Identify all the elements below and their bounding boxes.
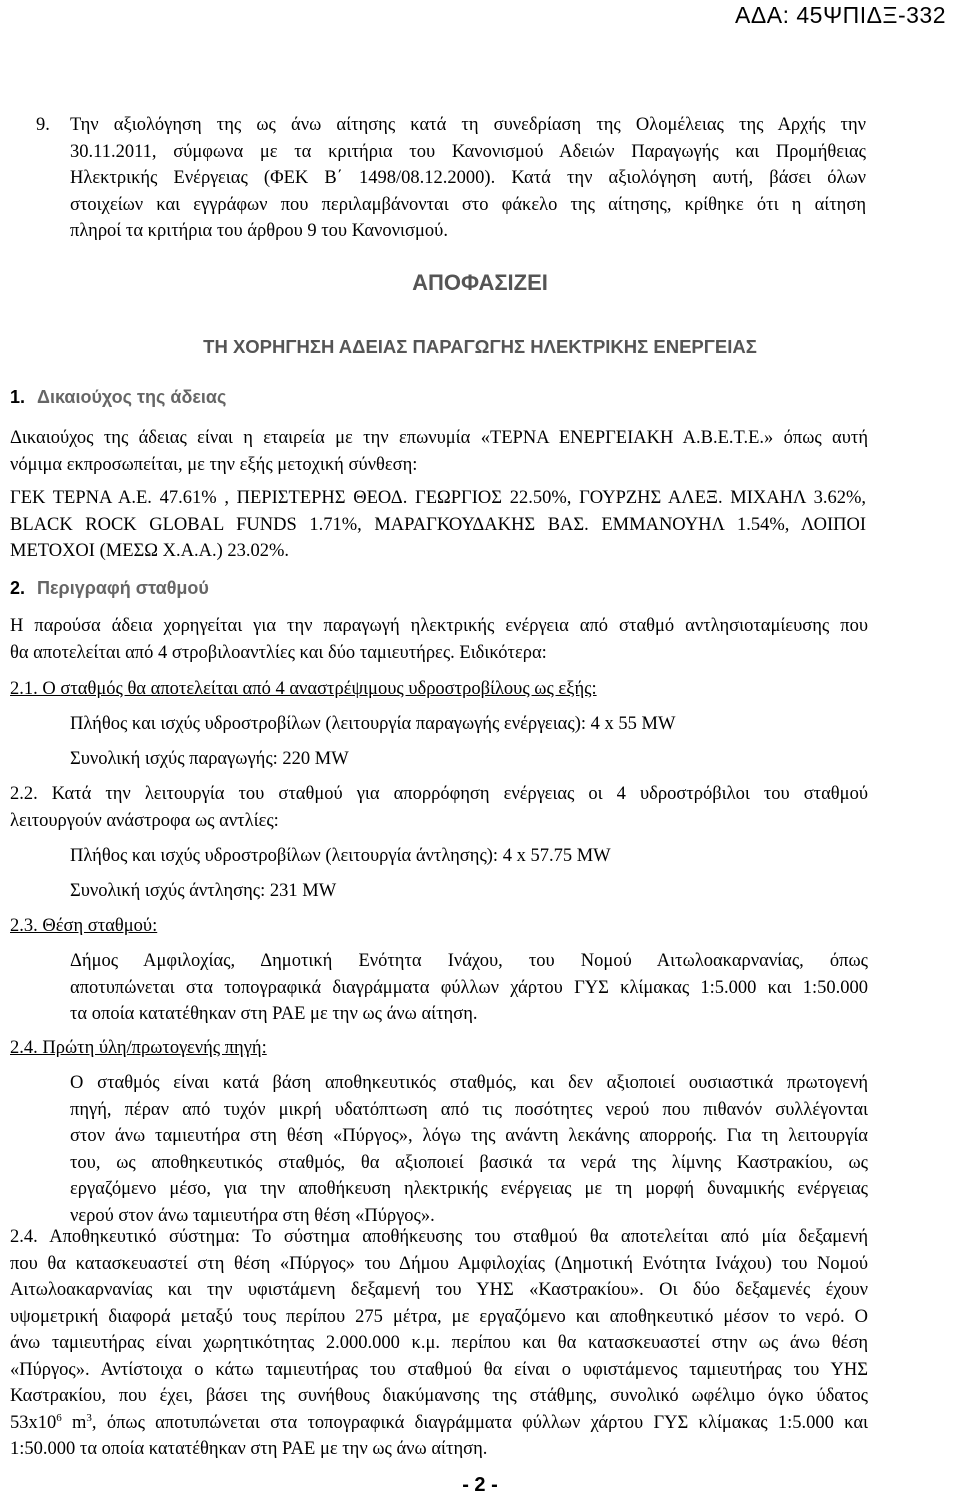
- text-line: Την αξιολόγηση της ως άνω αίτησης κατά τη συνεδρίαση της Ολομέλειας της Αρχής την: [70, 115, 866, 135]
- station-intro: [10, 613, 868, 666]
- section-number: 1.: [10, 387, 26, 407]
- volume-exponent: 6: [56, 1411, 62, 1424]
- item-number: 9.: [36, 115, 50, 135]
- text-line: Καστρακίου, που έχει, βάσει της συνήθους διακύμανσης της στάθμης, συνολικό ωφέλιμο όγκο ύδατος: [10, 1386, 868, 1406]
- text-line: Αιτωλοακαρνανίας και την υφιστάμενη δεξαμενή του ΥΗΣ «Καστρακίου». Οι δύο δεξαμενές έχουν: [10, 1280, 868, 1300]
- volume-unit: m: [61, 1412, 87, 1433]
- text-line: του, ως αποθηκευτικός σταθμός, θα αξιοποιεί βασικά τα νερά της λίμνης Καστρακίου, ως: [70, 1152, 868, 1173]
- text-line: αποτυπώνεται στα τοπογραφικά διαγράμματα φύλλων χάρτου ΓΥΣ κλίμακας 1:5.000 και 1:50.000: [70, 977, 868, 998]
- text-line: BLACK ROCK GLOBAL FUNDS 1.71%, ΜΑΡΑΓΚΟΥΔΑΚΗΣ ΒΑΣ. ΕΜΜΑΝΟΥΗΛ 1.54%, ΛΟΙΠΟΙ: [10, 514, 866, 535]
- text-line: Ο σταθμός είναι κατά βάση αποθηκευτικός σταθμός, και δεν αξιοποιεί ουσιαστικά πρωτογενή: [70, 1073, 868, 1093]
- text-line: που θα κατασκευαστεί στη θέση «Πύργος» του Δήμου Αμφιλοχίας (Δημοτική Ενότητα Ινάχου) του Νομού: [10, 1253, 868, 1274]
- decision-title: ΑΠΟΦΑΣΙΖΕΙ: [412, 270, 548, 295]
- text-line: στον άνω ταμιευτήρα στη θέση «Πύργος», λόγω της ανάντη λεκάνης απορροής. Για τη λειτουργία: [70, 1126, 868, 1146]
- subsection-2-3-label: 2.3. Θέση σταθμού:: [10, 916, 158, 936]
- text-line: τα οποία κατατέθηκαν στη ΡΑΕ με την ως άνω αίτηση.: [70, 1004, 478, 1024]
- storage-system-paragraph: [10, 1224, 868, 1463]
- page-number: - 2 -: [462, 1474, 498, 1496]
- text-line: ΜΕΤΟΧΟΙ (ΜΕΣΩ Χ.Α.Α.) 23.02%.: [10, 541, 290, 561]
- unit-exponent: 3: [86, 1411, 92, 1424]
- text-line: θα αποτελείται από 4 στροβιλοαντλίες και δύο ταμιευτήρες. Ειδικότερα:: [10, 642, 547, 663]
- station-location-text: [70, 948, 868, 1028]
- beneficiary-paragraph: [10, 425, 868, 478]
- section-title: Δικαιούχος της άδειας: [37, 387, 227, 407]
- production-power-spec: Πλήθος και ισχύς υδροστροβίλων (λειτουργία παραγωγής ενέργειας): 4 x 55 MW: [70, 714, 676, 734]
- text-line: στοιχείων και εγγράφων που περιλαμβάνονται στο φάκελο της αίτησης, κρίθηκε ότι η αίτηση: [70, 194, 866, 215]
- text-line: υψομετρική διαφορά μεταξύ τους περίπου 275 μέτρα, με εργαζόμενο και αποθηκευτικό μέσον το νερό. Ο: [10, 1306, 868, 1327]
- text-line: Ηλεκτρικής Ενέργειας (ΦΕΚ Β΄ 1498/08.12.2000). Κατά την αξιολόγηση αυτή, βάσει όλων: [70, 168, 866, 188]
- text-line: Δικαιούχος της άδειας είναι η εταιρεία με την επωνυμία «ΤΕΡΝΑ ΕΝΕΡΓΕΙΑΚΗ Α.Β.Ε.Τ.Ε.» όπως αυτή: [10, 428, 868, 448]
- production-total-power: Συνολική ισχύς παραγωγής: 220 MW: [70, 749, 349, 769]
- text-line: 2.4. Αποθηκευτικό σύστημα: Το σύστημα αποθήκευσης του σταθμού θα αποτελείται από μία δεξαμενή: [10, 1227, 868, 1247]
- text-line: πληροί τα κριτήρια του άρθρου 9 του Κανονισμού.: [70, 221, 448, 241]
- text-line: άνω ταμιευτήρας είναι χωρητικότητας 2.000.000 κ.μ. περίπου και θα κατασκευαστεί στην ως άνω θέση: [10, 1333, 868, 1353]
- section-1-heading: [10, 387, 226, 408]
- section-2-heading: [10, 578, 209, 599]
- text-line: νερού στον άνω ταμιευτήρα στη θέση «Πύργος».: [70, 1205, 435, 1226]
- text-line: «Πύργος». Αντίστοιχα ο κάτω ταμιευτήρας του σταθμού θα είναι ο υφιστάμενος ταμιευτήρας του ΥΗΣ: [10, 1359, 868, 1380]
- text-line: 2.2. Κατά την λειτουργία του σταθμού για απορρόφηση ενέργειας οι 4 υδροστρόβιλοι του σταθμού: [10, 784, 868, 804]
- pumping-total-power: Συνολική ισχύς άντλησης: 231 MW: [70, 881, 337, 901]
- text-line: 30.11.2011, σύμφωνα με τα κριτήρια του Κανονισμού Αδειών Παραγωγής και Προμήθειας: [70, 141, 866, 162]
- text-line: 1:50.000 τα οποία κατατέθηκαν στη ΡΑΕ με την ως άνω αίτηση.: [10, 1439, 488, 1459]
- section-number: 2.: [10, 578, 26, 598]
- primary-source-text: [70, 1070, 868, 1229]
- decision-subtitle: ΤΗ ΧΟΡΗΓΗΣΗ ΑΔΕΙΑΣ ΠΑΡΑΓΩΓΗΣ ΗΛΕΚΤΡΙΚΗΣ ΕΝΕΡΓΕΙΑΣ: [203, 336, 757, 357]
- subsection-2-4-label: 2.4. Πρώτη ύλη/πρωτογενής πηγή:: [10, 1038, 267, 1058]
- text-line: λειτουργούν ανάστροφα ως αντλίες:: [10, 810, 279, 831]
- text-line-volume: [10, 1410, 868, 1437]
- text-line: νόμιμα εκπροσωπείται, με την εξής μετοχική σύνθεση:: [10, 454, 418, 475]
- document-id: ΑΔΑ: 45ΨΠΙΔΞ-332: [735, 2, 946, 28]
- shareholders-paragraph: [10, 485, 866, 565]
- text-line: πηγή, πέραν από τυχόν μικρή υδατόπτωση από τις ποσότητες νερού που πιθανόν συλλέγονται: [70, 1099, 868, 1120]
- text-line: ΓΕΚ ΤΕΡΝΑ Α.Ε. 47.61% , ΠΕΡΙΣΤΕΡΗΣ ΘΕΟΔ. ΓΕΩΡΓΙΟΣ 22.50%, ΓΟΥΡΖΗΣ ΑΛΕΞ. ΜΙΧΑΗΛ 3.62%,: [10, 488, 866, 508]
- section-title: Περιγραφή σταθμού: [37, 578, 209, 598]
- volume-rest: , όπως αποτυπώνεται στα τοπογραφικά διαγράμματα φύλλων χάρτου ΓΥΣ κλίμακας 1:5.000 και: [91, 1412, 869, 1433]
- pumping-power-spec: Πλήθος και ισχύς υδροστροβίλων (λειτουργία άντλησης): 4 x 57.75 MW: [70, 846, 611, 866]
- volume-base: 53x10: [10, 1412, 57, 1433]
- subsection-2-1: 2.1. Ο σταθμός θα αποτελείται από 4 αναστρέψιμους υδροστροβίλους ως εξής:: [10, 679, 597, 699]
- item9-paragraph: [70, 112, 866, 245]
- subsection-2-2: [10, 781, 868, 834]
- text-line: Η παρούσα άδεια χορηγείται για την παραγωγή ηλεκτρικής ενέργεια από σταθμό αντλησιοταμίευσης που: [10, 616, 868, 636]
- text-line: εργαζόμενο μέσο, για την αποθήκευση ηλεκτρικής ενέργειας με τη μορφή δυναμικής ενέργειας: [70, 1179, 868, 1199]
- text-line: Δήμος Αμφιλοχίας, Δημοτική Ενότητα Ινάχου, του Νομού Αιτωλοακαρνανίας, όπως: [70, 951, 868, 971]
